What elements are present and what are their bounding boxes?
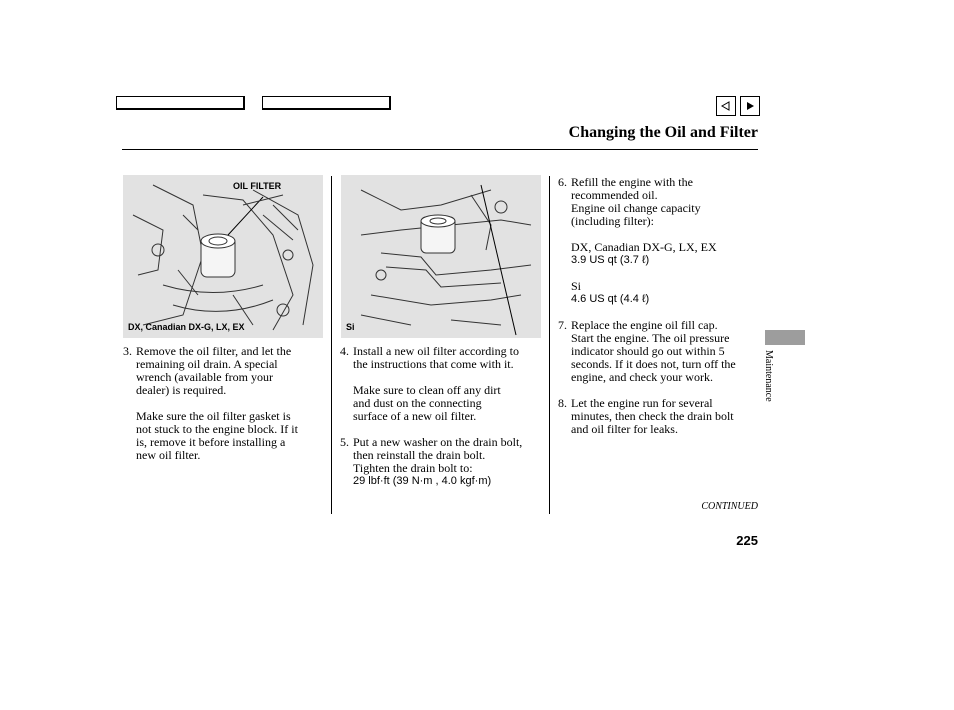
capacity-dx: 3.9 US qt (3.7 ℓ) [571,254,650,266]
page-title: Changing the Oil and Filter [568,124,758,141]
prev-page-button[interactable] [716,96,736,116]
step-8: 8. Let the engine run for several minutes, then check the drain bolt and oil filter for leaks. [558,396,734,436]
torque-spec: 29 lbf·ft (39 N·m , 4.0 kgf·m) [353,475,492,487]
engine-illustration [123,175,323,338]
nav-button-2[interactable] [262,96,391,110]
column-2 [340,345,545,488]
step-6: 6. Refill the engine with the recommended oil. Engine oil change capacity (including filter): DX, Canadian DX-G, LX, EX 3.9 US qt (3.7 ℓ) Si 4.6 US qt (4.4 ℓ) [558,176,758,306]
capacity-si: 4.6 US qt (4.4 ℓ) [571,293,650,305]
step-7: 7. Replace the engine oil fill cap. Start the engine. The oil pressure indicator should go out within 5 seconds. If it does not, turn off the engine, and check your work. [558,318,736,384]
column-1 [123,345,321,462]
section-label: Maintenance [763,350,774,402]
nav-button-1[interactable] [116,96,245,110]
next-page-button[interactable] [740,96,760,116]
step-3: 3. Remove the oil filter, and let the remaining oil drain. A special wrench (available from your dealer) is required. Make sure the oil filter gasket is not stuck to the engine block. If it is, remove it before installing a new oil filter. [123,344,298,462]
page-number: 225 [736,533,758,548]
column-divider-1 [331,176,332,514]
oil-filter-figure-dx [123,175,323,338]
oil-filter-callout: OIL FILTER [233,181,282,191]
figure-caption-si: Si [346,322,355,332]
continued-label: CONTINUED [701,501,758,512]
engine-illustration-si [341,175,541,338]
title-rule [122,149,758,150]
figure-caption-dx: DX, Canadian DX-G, LX, EX [128,322,245,332]
column-divider-2 [549,176,550,514]
column-3 [558,176,758,436]
triangle-left-icon [717,97,735,115]
triangle-right-icon [741,97,759,115]
oil-filter-figure-si [341,175,541,338]
step-5: 5. Put a new washer on the drain bolt, then reinstall the drain bolt. Tighten the drain bolt to: 29 lbf·ft (39 N·m , 4.0 kgf·m) [340,436,545,488]
step-4: 4. Install a new oil filter according to the instructions that come with it. Make sure to clean off any dirt and dust on the connecting surface of a new oil filter. [340,344,519,423]
section-tab[interactable] [765,330,805,345]
